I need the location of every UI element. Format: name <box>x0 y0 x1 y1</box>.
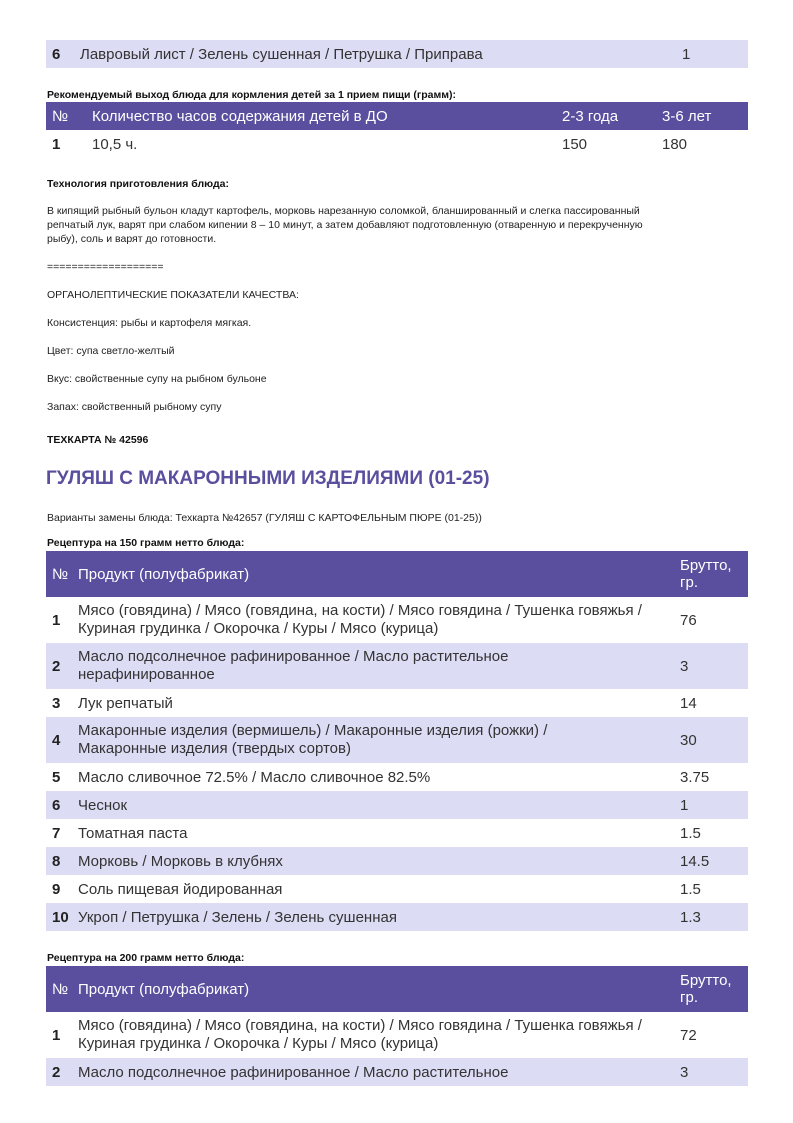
table-row <box>46 1012 748 1058</box>
row-product: Укроп / Петрушка / Зелень / Зелень сушенная <box>74 903 674 931</box>
row-product: Лавровый лист / Зелень сушенная / Петрушка / Приправа <box>74 40 676 68</box>
row-number: 8 <box>46 847 74 875</box>
row-gross: 1.5 <box>680 880 701 898</box>
techcard-number: ТЕХКАРТА № 42596 <box>47 434 149 446</box>
row-number: 6 <box>46 40 74 68</box>
row-number: 1 <box>52 1026 61 1044</box>
technology-label: Технология приготовления блюда: <box>47 178 230 190</box>
row-number: 5 <box>52 768 61 786</box>
row-age-2-3: 150 <box>562 135 588 153</box>
row-product: Морковь / Морковь в клубнях <box>74 847 674 875</box>
color-text: Цвет: супа светло-желтый <box>47 345 175 357</box>
table-row <box>46 717 748 763</box>
row-product: Макаронные изделия (вермишель) / Макаронные изделия (рожки) / Макаронные изделия (твердых сортов) <box>74 717 674 763</box>
recipe200-table <box>46 966 748 1086</box>
table-row <box>46 689 748 717</box>
row-product: Томатная паста <box>78 824 188 842</box>
dish-title: ГУЛЯШ С МАКАРОННЫМИ ИЗДЕЛИЯМИ (01-25) <box>46 468 490 489</box>
technology-line: В кипящий рыбный бульон кладут картофель, морковь нарезанную соломкой, бланшированный и слегка пассированный <box>47 205 640 217</box>
header-age-3-6: 3-6 лет <box>656 102 748 130</box>
row-gross: 72 <box>680 1026 697 1044</box>
yield-table <box>46 102 748 158</box>
row-product: Соль пищевая йодированная <box>78 880 283 898</box>
table-row <box>46 763 748 791</box>
row-number: 6 <box>46 791 74 819</box>
recipe150-label: Рецептура на 150 грамм нетто блюда: <box>47 537 245 549</box>
row-number: 4 <box>46 717 74 763</box>
row-number: 1 <box>52 135 61 153</box>
technology-line: рыбу), соль и варят до готовности. <box>47 233 217 245</box>
yield-label: Рекомендуемый выход блюда для кормления детей за 1 прием пищи (грамм): <box>47 89 456 101</box>
header-number: № <box>46 102 74 130</box>
table-row <box>46 40 748 68</box>
row-hours: 10,5 ч. <box>92 135 138 153</box>
header-age-2-3: 2-3 года <box>556 102 656 130</box>
row-product: Мясо (говядина) / Мясо (говядина, на кости) / Мясо говядина / Тушенка говяжья / Куриная грудинка / Окорочка / Куры / Мясо (курица) <box>78 1017 642 1052</box>
table-row <box>46 643 748 689</box>
row-gross: 14 <box>680 694 697 712</box>
table-row <box>46 1058 748 1086</box>
row-gross: 14.5 <box>674 847 748 875</box>
header-hours: Количество часов содержания детей в ДО <box>74 102 556 130</box>
row-number: 3 <box>52 694 61 712</box>
row-gross: 1.3 <box>674 903 748 931</box>
top-ingredients-table <box>46 40 748 68</box>
row-product: Масло подсолнечное рафинированное / Масло растительное нерафинированное <box>74 643 674 689</box>
table-header-row <box>46 966 748 1012</box>
header-gross: Брутто, гр. <box>674 966 748 1012</box>
separator: =================== <box>47 261 164 273</box>
header-product: Продукт (полуфабрикат) <box>74 551 674 597</box>
organoleptic-title: ОРГАНОЛЕПТИЧЕСКИЕ ПОКАЗАТЕЛИ КАЧЕСТВА: <box>47 289 299 301</box>
header-gross: Брутто, гр. <box>674 551 748 597</box>
technology-text <box>47 204 643 246</box>
row-gross: 3.75 <box>680 768 710 786</box>
table-row <box>46 791 748 819</box>
table-row <box>46 847 748 875</box>
row-gross: 76 <box>680 611 697 629</box>
table-row <box>46 130 748 158</box>
technology-line: репчатый лук, варят при слабом кипении 8 – 10 минут, а затем добавляют подготовленную (отваренную и перекрученную <box>47 219 643 231</box>
row-number: 9 <box>52 880 61 898</box>
row-product: Мясо (говядина) / Мясо (говядина, на кости) / Мясо говядина / Тушенка говяжья / Куриная грудинка / Окорочка / Куры / Мясо (курица) <box>78 602 642 637</box>
row-product: Масло подсолнечное рафинированное / Масло растительное <box>74 1058 674 1086</box>
header-product: Продукт (полуфабрикат) <box>74 966 674 1012</box>
replacement-text: Варианты замены блюда: Техкарта №42657 (ГУЛЯШ С КАРТОФЕЛЬНЫМ ПЮРЕ (01-25)) <box>47 512 482 524</box>
taste-text: Вкус: свойственные супу на рыбном бульоне <box>47 373 267 385</box>
table-row <box>46 819 748 847</box>
header-number: № <box>46 551 74 597</box>
row-product: Масло сливочное 72.5% / Масло сливочное 82.5% <box>78 768 431 786</box>
table-header-row <box>46 551 748 597</box>
row-gross: 3 <box>674 643 748 689</box>
row-gross: 3 <box>674 1058 748 1086</box>
table-row <box>46 903 748 931</box>
row-gross: 1 <box>676 40 748 68</box>
row-number: 2 <box>46 643 74 689</box>
row-number: 10 <box>46 903 74 931</box>
header-number: № <box>46 966 74 1012</box>
row-gross: 30 <box>674 717 748 763</box>
smell-text: Запах: свойственный рыбному супу <box>47 401 222 413</box>
consistency-text: Консистенция: рыбы и картофеля мягкая. <box>47 317 252 329</box>
table-header-row <box>46 102 748 130</box>
row-product: Лук репчатый <box>78 694 173 712</box>
row-gross: 1.5 <box>680 824 701 842</box>
table-row <box>46 875 748 903</box>
row-number: 2 <box>46 1058 74 1086</box>
row-number: 1 <box>52 611 61 629</box>
row-product: Чеснок <box>74 791 674 819</box>
row-gross: 1 <box>674 791 748 819</box>
recipe200-label: Рецептура на 200 грамм нетто блюда: <box>47 952 245 964</box>
row-age-3-6: 180 <box>662 135 688 153</box>
table-row <box>46 597 748 643</box>
recipe150-table <box>46 551 748 931</box>
row-number: 7 <box>52 824 61 842</box>
